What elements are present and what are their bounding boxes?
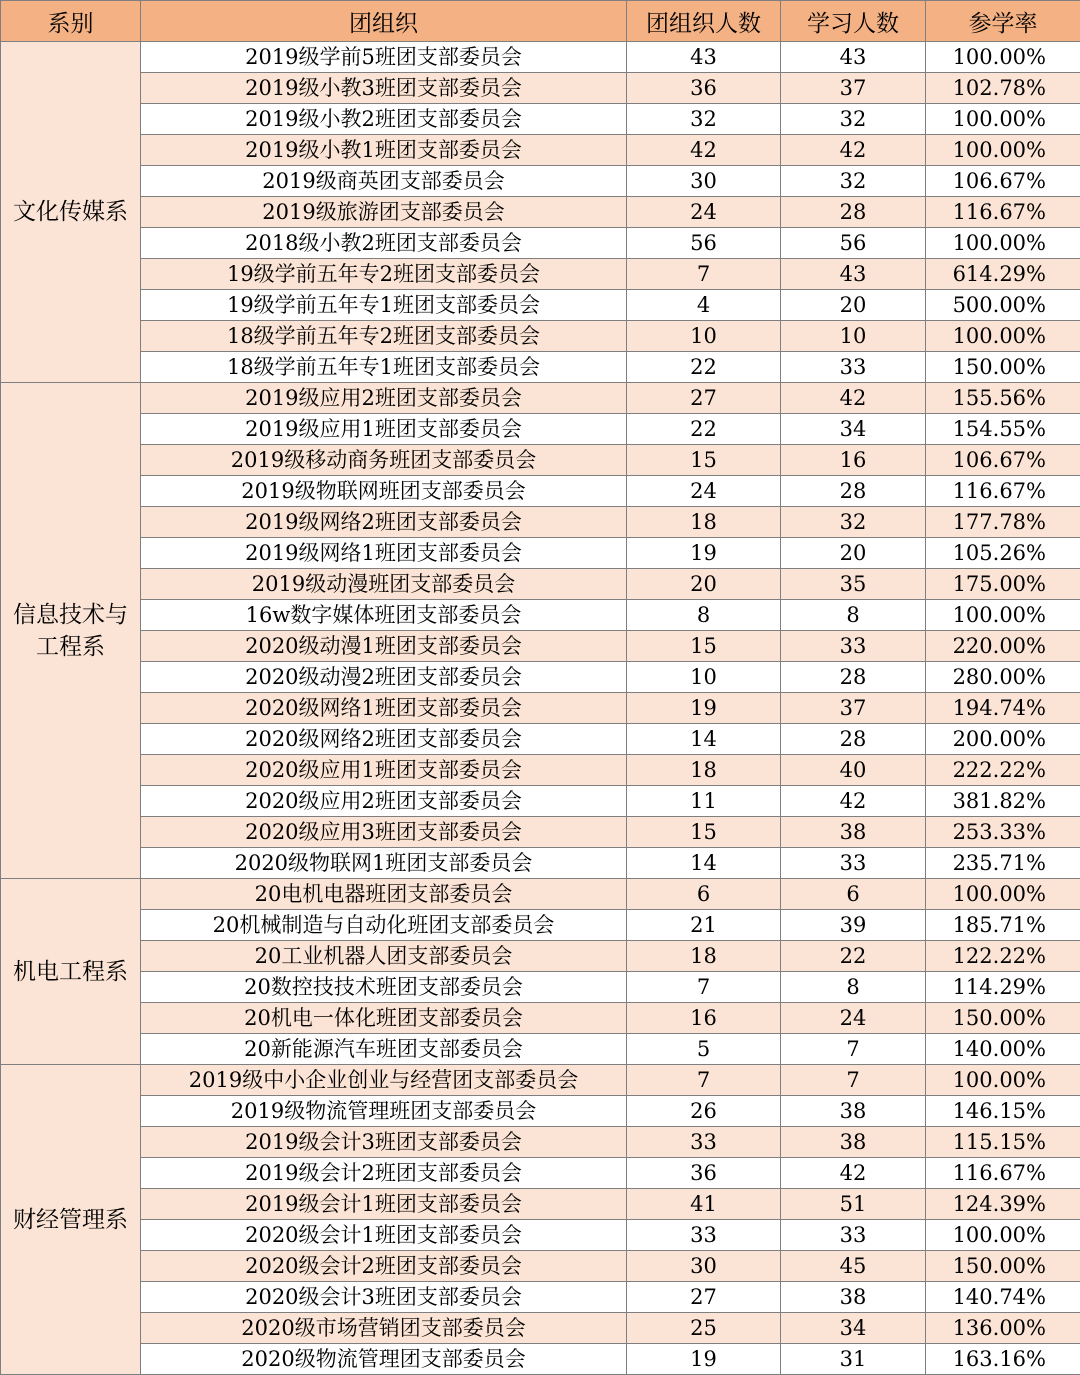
org-cell: 2019级学前5班团支部委员会 bbox=[141, 42, 627, 73]
study-count-cell: 42 bbox=[781, 1158, 926, 1189]
org-cell: 2020级物联网1班团支部委员会 bbox=[141, 848, 627, 879]
org-cell: 20电机电器班团支部委员会 bbox=[141, 879, 627, 910]
org-count-cell: 32 bbox=[627, 104, 781, 135]
org-cell: 18级学前五年专2班团支部委员会 bbox=[141, 321, 627, 352]
org-cell: 16w数字媒体班团支部委员会 bbox=[141, 600, 627, 631]
rate-cell: 106.67% bbox=[926, 445, 1080, 476]
table-row bbox=[1, 724, 1080, 755]
study-count-cell: 37 bbox=[781, 73, 926, 104]
org-cell: 20机械制造与自动化班团支部委员会 bbox=[141, 910, 627, 941]
study-count-cell: 38 bbox=[781, 1096, 926, 1127]
org-count-cell: 24 bbox=[627, 476, 781, 507]
table-row bbox=[1, 507, 1080, 538]
org-count-cell: 30 bbox=[627, 166, 781, 197]
rate-cell: 122.22% bbox=[926, 941, 1080, 972]
study-count-cell: 43 bbox=[781, 42, 926, 73]
study-count-cell: 20 bbox=[781, 290, 926, 321]
org-cell: 20机电一体化班团支部委员会 bbox=[141, 1003, 627, 1034]
org-cell: 2019级小教1班团支部委员会 bbox=[141, 135, 627, 166]
table-row bbox=[1, 662, 1080, 693]
org-count-cell: 22 bbox=[627, 414, 781, 445]
table-row bbox=[1, 228, 1080, 259]
header-org-count: 团组织人数 bbox=[627, 1, 781, 42]
study-count-cell: 16 bbox=[781, 445, 926, 476]
org-cell: 2020级应用2班团支部委员会 bbox=[141, 786, 627, 817]
table-row bbox=[1, 1251, 1080, 1282]
org-count-cell: 24 bbox=[627, 197, 781, 228]
org-count-cell: 19 bbox=[627, 693, 781, 724]
table-row bbox=[1, 600, 1080, 631]
org-count-cell: 15 bbox=[627, 631, 781, 662]
org-cell: 2019级网络2班团支部委员会 bbox=[141, 507, 627, 538]
study-count-cell: 38 bbox=[781, 817, 926, 848]
study-count-cell: 42 bbox=[781, 786, 926, 817]
header-dept: 系别 bbox=[1, 1, 141, 42]
rate-cell: 100.00% bbox=[926, 1065, 1080, 1096]
study-count-cell: 40 bbox=[781, 755, 926, 786]
org-count-cell: 10 bbox=[627, 321, 781, 352]
rate-cell: 100.00% bbox=[926, 879, 1080, 910]
study-count-cell: 34 bbox=[781, 1313, 926, 1344]
rate-cell: 163.16% bbox=[926, 1344, 1080, 1375]
table-row bbox=[1, 693, 1080, 724]
org-count-cell: 6 bbox=[627, 879, 781, 910]
rate-cell: 116.67% bbox=[926, 476, 1080, 507]
org-cell: 2020级物流管理团支部委员会 bbox=[141, 1344, 627, 1375]
dept-cell: 文化传媒系 bbox=[1, 42, 141, 383]
org-count-cell: 8 bbox=[627, 600, 781, 631]
rate-cell: 154.55% bbox=[926, 414, 1080, 445]
org-count-cell: 21 bbox=[627, 910, 781, 941]
study-count-cell: 33 bbox=[781, 1220, 926, 1251]
rate-cell: 115.15% bbox=[926, 1127, 1080, 1158]
table-row bbox=[1, 42, 1080, 73]
study-count-cell: 6 bbox=[781, 879, 926, 910]
org-count-cell: 16 bbox=[627, 1003, 781, 1034]
header-study-count: 学习人数 bbox=[781, 1, 926, 42]
org-count-cell: 30 bbox=[627, 1251, 781, 1282]
org-count-cell: 42 bbox=[627, 135, 781, 166]
org-cell: 2019级动漫班团支部委员会 bbox=[141, 569, 627, 600]
study-count-cell: 33 bbox=[781, 352, 926, 383]
table-row bbox=[1, 972, 1080, 1003]
table-row bbox=[1, 1344, 1080, 1375]
org-count-cell: 19 bbox=[627, 538, 781, 569]
rate-cell: 116.67% bbox=[926, 197, 1080, 228]
dept-cell: 信息技术与工程系 bbox=[1, 383, 141, 879]
org-cell: 2019级小教2班团支部委员会 bbox=[141, 104, 627, 135]
rate-cell: 100.00% bbox=[926, 600, 1080, 631]
study-count-cell: 34 bbox=[781, 414, 926, 445]
table-row bbox=[1, 848, 1080, 879]
org-count-cell: 14 bbox=[627, 724, 781, 755]
table-row bbox=[1, 817, 1080, 848]
study-count-cell: 56 bbox=[781, 228, 926, 259]
rate-cell: 146.15% bbox=[926, 1096, 1080, 1127]
org-count-cell: 14 bbox=[627, 848, 781, 879]
table-row bbox=[1, 1096, 1080, 1127]
study-count-cell: 37 bbox=[781, 693, 926, 724]
table-row bbox=[1, 1034, 1080, 1065]
study-count-cell: 7 bbox=[781, 1065, 926, 1096]
table-row bbox=[1, 879, 1080, 910]
org-count-cell: 26 bbox=[627, 1096, 781, 1127]
org-count-cell: 33 bbox=[627, 1220, 781, 1251]
org-count-cell: 7 bbox=[627, 259, 781, 290]
rate-cell: 106.67% bbox=[926, 166, 1080, 197]
rate-cell: 177.78% bbox=[926, 507, 1080, 538]
rate-cell: 194.74% bbox=[926, 693, 1080, 724]
org-cell: 2019级小教3班团支部委员会 bbox=[141, 73, 627, 104]
org-cell: 2019级应用2班团支部委员会 bbox=[141, 383, 627, 414]
table-row bbox=[1, 290, 1080, 321]
rate-cell: 222.22% bbox=[926, 755, 1080, 786]
study-count-cell: 22 bbox=[781, 941, 926, 972]
org-cell: 2018级小教2班团支部委员会 bbox=[141, 228, 627, 259]
rate-cell: 150.00% bbox=[926, 352, 1080, 383]
table-row bbox=[1, 414, 1080, 445]
org-count-cell: 27 bbox=[627, 383, 781, 414]
table-row bbox=[1, 352, 1080, 383]
table-row bbox=[1, 166, 1080, 197]
org-cell: 2020级动漫2班团支部委员会 bbox=[141, 662, 627, 693]
org-cell: 2019级会计1班团支部委员会 bbox=[141, 1189, 627, 1220]
study-count-cell: 7 bbox=[781, 1034, 926, 1065]
rate-cell: 105.26% bbox=[926, 538, 1080, 569]
org-cell: 2020级会计1班团支部委员会 bbox=[141, 1220, 627, 1251]
table-row bbox=[1, 104, 1080, 135]
study-count-cell: 8 bbox=[781, 972, 926, 1003]
rate-cell: 136.00% bbox=[926, 1313, 1080, 1344]
org-count-cell: 41 bbox=[627, 1189, 781, 1220]
table-row bbox=[1, 197, 1080, 228]
study-count-cell: 33 bbox=[781, 631, 926, 662]
table-row bbox=[1, 476, 1080, 507]
rate-cell: 100.00% bbox=[926, 1220, 1080, 1251]
org-cell: 2020级应用1班团支部委员会 bbox=[141, 755, 627, 786]
org-count-cell: 20 bbox=[627, 569, 781, 600]
org-cell: 19级学前五年专2班团支部委员会 bbox=[141, 259, 627, 290]
table-row bbox=[1, 631, 1080, 662]
org-count-cell: 36 bbox=[627, 73, 781, 104]
study-count-cell: 28 bbox=[781, 724, 926, 755]
table-row bbox=[1, 1003, 1080, 1034]
org-count-cell: 18 bbox=[627, 755, 781, 786]
rate-cell: 253.33% bbox=[926, 817, 1080, 848]
rate-cell: 100.00% bbox=[926, 135, 1080, 166]
org-cell: 2019级移动商务班团支部委员会 bbox=[141, 445, 627, 476]
table-row bbox=[1, 383, 1080, 414]
org-cell: 2019级旅游团支部委员会 bbox=[141, 197, 627, 228]
study-count-cell: 32 bbox=[781, 166, 926, 197]
org-cell: 2019级网络1班团支部委员会 bbox=[141, 538, 627, 569]
study-count-cell: 45 bbox=[781, 1251, 926, 1282]
study-count-cell: 32 bbox=[781, 507, 926, 538]
study-count-cell: 28 bbox=[781, 197, 926, 228]
table-row bbox=[1, 445, 1080, 476]
rate-cell: 102.78% bbox=[926, 73, 1080, 104]
org-count-cell: 27 bbox=[627, 1282, 781, 1313]
rate-cell: 140.74% bbox=[926, 1282, 1080, 1313]
table-row bbox=[1, 1313, 1080, 1344]
table-row bbox=[1, 569, 1080, 600]
rate-cell: 614.29% bbox=[926, 259, 1080, 290]
rate-cell: 100.00% bbox=[926, 228, 1080, 259]
study-count-cell: 32 bbox=[781, 104, 926, 135]
org-count-cell: 56 bbox=[627, 228, 781, 259]
org-cell: 20新能源汽车班团支部委员会 bbox=[141, 1034, 627, 1065]
org-cell: 2020级网络1班团支部委员会 bbox=[141, 693, 627, 724]
rate-cell: 220.00% bbox=[926, 631, 1080, 662]
org-cell: 2020级网络2班团支部委员会 bbox=[141, 724, 627, 755]
table-row bbox=[1, 1189, 1080, 1220]
org-cell: 18级学前五年专1班团支部委员会 bbox=[141, 352, 627, 383]
table-row bbox=[1, 910, 1080, 941]
table-row bbox=[1, 786, 1080, 817]
org-cell: 2019级物联网班团支部委员会 bbox=[141, 476, 627, 507]
dept-cell: 机电工程系 bbox=[1, 879, 141, 1065]
org-count-cell: 15 bbox=[627, 817, 781, 848]
table-row bbox=[1, 73, 1080, 104]
table-row bbox=[1, 941, 1080, 972]
org-count-cell: 19 bbox=[627, 1344, 781, 1375]
study-count-cell: 31 bbox=[781, 1344, 926, 1375]
rate-cell: 185.71% bbox=[926, 910, 1080, 941]
table-row bbox=[1, 259, 1080, 290]
rate-cell: 280.00% bbox=[926, 662, 1080, 693]
study-count-cell: 24 bbox=[781, 1003, 926, 1034]
org-count-cell: 36 bbox=[627, 1158, 781, 1189]
rate-cell: 500.00% bbox=[926, 290, 1080, 321]
org-count-cell: 7 bbox=[627, 1065, 781, 1096]
org-cell: 2019级物流管理班团支部委员会 bbox=[141, 1096, 627, 1127]
study-count-cell: 33 bbox=[781, 848, 926, 879]
org-count-cell: 5 bbox=[627, 1034, 781, 1065]
rate-cell: 100.00% bbox=[926, 104, 1080, 135]
table-row bbox=[1, 1065, 1080, 1096]
org-count-cell: 18 bbox=[627, 507, 781, 538]
study-count-cell: 38 bbox=[781, 1282, 926, 1313]
org-count-cell: 10 bbox=[627, 662, 781, 693]
org-count-cell: 15 bbox=[627, 445, 781, 476]
table-body bbox=[1, 42, 1080, 1375]
org-cell: 2020级市场营销团支部委员会 bbox=[141, 1313, 627, 1344]
table-row bbox=[1, 1127, 1080, 1158]
study-count-cell: 35 bbox=[781, 569, 926, 600]
study-count-cell: 10 bbox=[781, 321, 926, 352]
table-row bbox=[1, 538, 1080, 569]
org-count-cell: 25 bbox=[627, 1313, 781, 1344]
rate-cell: 114.29% bbox=[926, 972, 1080, 1003]
rate-cell: 175.00% bbox=[926, 569, 1080, 600]
org-count-cell: 33 bbox=[627, 1127, 781, 1158]
study-count-cell: 28 bbox=[781, 476, 926, 507]
table-row bbox=[1, 321, 1080, 352]
table-row bbox=[1, 135, 1080, 166]
org-count-cell: 22 bbox=[627, 352, 781, 383]
org-cell: 2019级会计2班团支部委员会 bbox=[141, 1158, 627, 1189]
org-cell: 2019级中小企业创业与经营团支部委员会 bbox=[141, 1065, 627, 1096]
rate-cell: 140.00% bbox=[926, 1034, 1080, 1065]
org-count-cell: 7 bbox=[627, 972, 781, 1003]
dept-cell: 财经管理系 bbox=[1, 1065, 141, 1375]
study-count-cell: 42 bbox=[781, 383, 926, 414]
study-count-cell: 39 bbox=[781, 910, 926, 941]
header-org: 团组织 bbox=[141, 1, 627, 42]
org-cell: 19级学前五年专1班团支部委员会 bbox=[141, 290, 627, 321]
org-cell: 2020级动漫1班团支部委员会 bbox=[141, 631, 627, 662]
org-count-cell: 4 bbox=[627, 290, 781, 321]
table-row bbox=[1, 1220, 1080, 1251]
rate-cell: 100.00% bbox=[926, 42, 1080, 73]
org-cell: 20数控技技术班团支部委员会 bbox=[141, 972, 627, 1003]
study-count-cell: 20 bbox=[781, 538, 926, 569]
rate-cell: 116.67% bbox=[926, 1158, 1080, 1189]
study-count-cell: 28 bbox=[781, 662, 926, 693]
org-cell: 2019级应用1班团支部委员会 bbox=[141, 414, 627, 445]
study-count-cell: 43 bbox=[781, 259, 926, 290]
table-row bbox=[1, 1158, 1080, 1189]
rate-cell: 124.39% bbox=[926, 1189, 1080, 1220]
study-count-cell: 8 bbox=[781, 600, 926, 631]
org-count-cell: 18 bbox=[627, 941, 781, 972]
org-cell: 20工业机器人团支部委员会 bbox=[141, 941, 627, 972]
table-row bbox=[1, 755, 1080, 786]
study-count-cell: 51 bbox=[781, 1189, 926, 1220]
org-count-cell: 43 bbox=[627, 42, 781, 73]
study-count-cell: 38 bbox=[781, 1127, 926, 1158]
header-rate: 参学率 bbox=[926, 1, 1080, 42]
org-cell: 2019级商英团支部委员会 bbox=[141, 166, 627, 197]
rate-cell: 150.00% bbox=[926, 1003, 1080, 1034]
table-row bbox=[1, 1282, 1080, 1313]
study-count-cell: 42 bbox=[781, 135, 926, 166]
org-cell: 2020级会计2班团支部委员会 bbox=[141, 1251, 627, 1282]
org-cell: 2020级应用3班团支部委员会 bbox=[141, 817, 627, 848]
rate-cell: 150.00% bbox=[926, 1251, 1080, 1282]
rate-cell: 155.56% bbox=[926, 383, 1080, 414]
org-cell: 2019级会计3班团支部委员会 bbox=[141, 1127, 627, 1158]
org-cell: 2020级会计3班团支部委员会 bbox=[141, 1282, 627, 1313]
rate-cell: 200.00% bbox=[926, 724, 1080, 755]
rate-cell: 235.71% bbox=[926, 848, 1080, 879]
table-header-row bbox=[1, 1, 1080, 42]
rate-cell: 100.00% bbox=[926, 321, 1080, 352]
org-count-cell: 11 bbox=[627, 786, 781, 817]
rate-cell: 381.82% bbox=[926, 786, 1080, 817]
